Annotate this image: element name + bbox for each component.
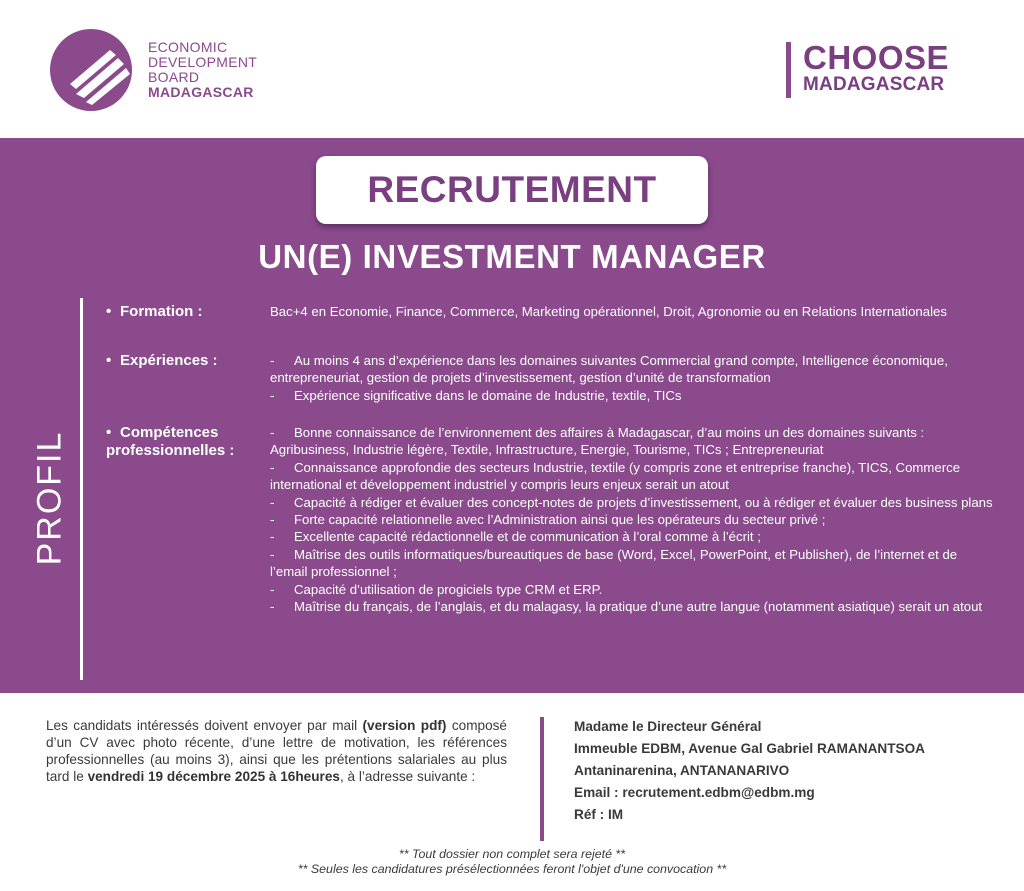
edbm-logo-icon [48,28,138,112]
choose-madagascar-logo [786,39,950,98]
bullet-icon: • [106,352,112,369]
profile-band [0,138,1024,693]
reference-line: Réf : IM [574,807,624,822]
experiences-list [270,352,994,404]
address-line-2: Immeuble EDBM, Avenue Gal Gabriel RAMANANTSOA [574,741,925,756]
application-section [0,693,1024,891]
recrutement-label: RECRUTEMENT [367,169,657,210]
list-item: - Bonne connaissance de l’environnement des affaires à Madagascar, d’au moins un des domaines suivants : Agribusiness, Industrie légère, Textile, Infrastructure, Energie, Tourisme, TICs ; Entrepreneuriat [270,425,925,458]
experiences-label: • Expériences : [106,352,218,369]
list-item: - Expérience significative dans le domaine de Industrie, textile, TICs [270,387,682,403]
address-line-3: Antaninarenina, ANTANANARIVO [574,763,790,778]
list-item: - Forte capacité relationnelle avec l’Administration ainsi que les opérateurs du secteur privé ; [270,512,826,528]
footnotes [0,847,1024,877]
list-item: - Maîtrise du français, de l’anglais, et du malagasy, la pratique d’une autre langue (notamment asiatique) serait un atout [270,599,983,615]
choose-line-1: CHOOSE [803,39,950,76]
footnote-1: ** Tout dossier non complet sera rejeté ** [398,847,626,861]
formation-text: Bac+4 en Economie, Finance, Commerce, Marketing opérationnel, Droit, Agronomie ou en Relations Internationales [270,304,947,319]
profil-side-label: PROFIL [30,430,69,566]
choose-line-2: MADAGASCAR [803,74,945,95]
footnote-2: ** Seules les candidatures présélectionnées feront l'objet d'une convocation ** [297,862,727,876]
edbm-line-3: BOARD [148,69,200,85]
application-instructions: Les candidats intéressés doivent envoyer par mail (version pdf) composé d’un CV avec photo récente, d’une lettre de motivation, les références professionnelles (au moins 3), ainsi que les prétentions salariales au plus tard le vendredi 19 décembre 2025 à 16heures, à l’adresse suivante : [46,718,507,784]
address-line-1: Madame le Directeur Général [574,719,762,734]
email-line[interactable]: Email : recrutement.edbm@edbm.mg [574,785,815,800]
edbm-line-2: DEVELOPMENT [148,54,258,70]
bullet-icon: • [106,303,112,320]
edbm-line-4: MADAGASCAR [148,84,254,100]
formation-label: • Formation : [106,303,203,320]
recrutement-banner [316,156,708,224]
competences-label: • Compétences professionnelles : [106,424,235,459]
profil-divider [80,298,83,680]
postal-address [574,716,925,826]
list-item: - Capacité à rédiger et évaluer des concept-notes de projets d’investissement, ou à rédiger et évaluer des business plans [270,494,993,510]
bullet-icon: • [106,424,112,441]
header [0,0,1024,138]
list-item: - Connaissance approfondie des secteurs Industrie, textile (y compris zone et entreprise franche), TICS, Commerce international et développement industriel y compris leurs enjeux serait un atout [270,459,961,493]
list-item: - Excellente capacité rédactionnelle et de communication à l’oral comme à l’écrit ; [270,529,761,545]
job-title: UN(E) INVESTMENT MANAGER [258,238,766,275]
edbm-name [148,40,257,100]
edbm-line-1: ECONOMIC [148,39,228,55]
list-item: - Maîtrise des outils informatiques/bureautiques de base (Word, Excel, PowerPoint, et Publisher), de l’internet et de l’email professionnel ; [270,546,958,580]
list-item: - Capacité d’utilisation de progiciels type CRM et ERP. [270,581,603,597]
competences-list [270,424,994,615]
address-divider [540,717,544,841]
list-item: - Au moins 4 ans d’expérience dans les domaines suivantes Commercial grand compte, Intelligence économique, entrepreneuriat, gestion de projets d’investissement, gestion d’unité de transformation [270,353,948,386]
